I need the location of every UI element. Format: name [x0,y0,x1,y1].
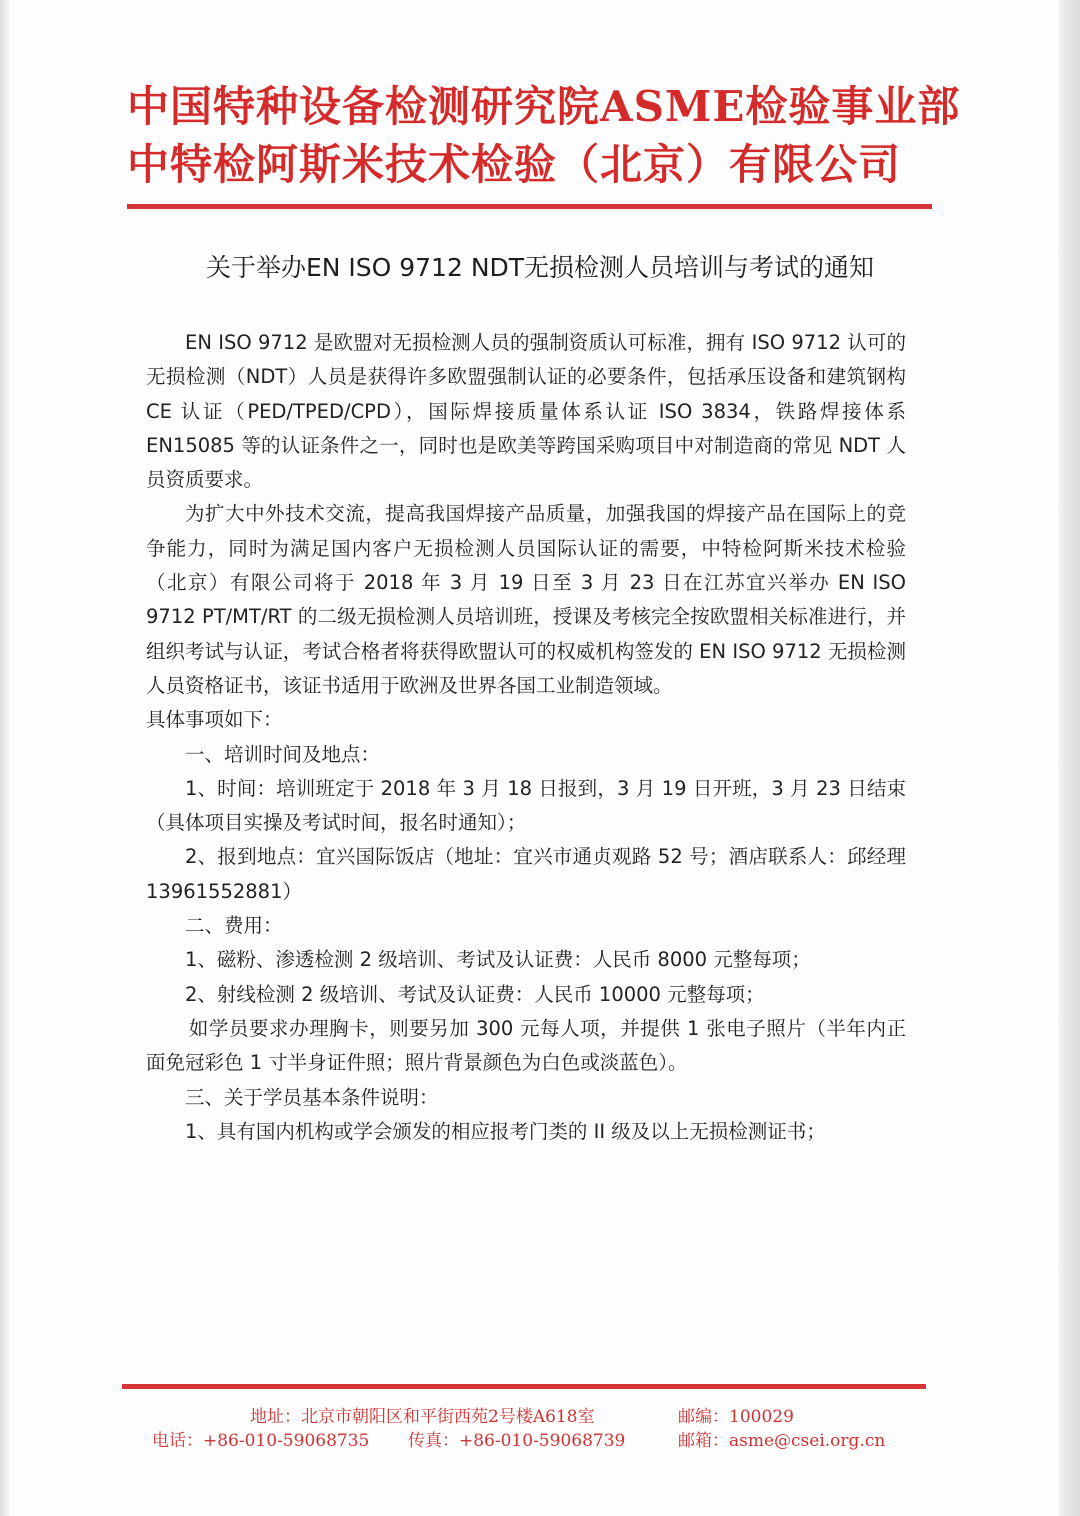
item-location: 2、报到地点：宜兴国际饭店（地址：宜兴市通贞观路 52 号；酒店联系人：邱经理 13961552881） [146,845,906,903]
section-heading-fees: 二、费用： [185,914,283,938]
section-heading-time-place: 一、培训时间及地点： [185,742,381,766]
item-fee-mt-pt: 1、磁粉、渗透检测 2 级培训、考试及认证费：人民币 8000 元整每项； [185,948,811,972]
footer-fax: 传真：+86-010-59068739 [408,1431,626,1451]
item-requirement-1: 1、具有国内机构或学会颁发的相应报考门类的 II 级及以上无损检测证书； [185,1119,826,1143]
footer-phone: 电话：+86-010-59068735 [152,1431,370,1451]
footer-postcode: 邮编：100029 [678,1407,794,1427]
footer-address: 地址：北京市朝阳区和平街西苑2号楼A618室 [250,1407,595,1427]
item-badge-note: 如学员要求办理胸卡，则要另加 300 元每人项，并提供 1 张电子照片（半年内正面免冠彩色 1 寸半身证件照；照片背景颜色为白色或淡蓝色）。 [146,1016,906,1075]
paragraph-purpose: 为扩大中外技术交流，提高我国焊接产品质量，加强我国的焊接产品在国际上的竞争能力，同时为满足国内客户无损检测人员国际认证的需要，中特检阿斯米技术检验（北京）有限公司将于 2018 年 3 月 19 日至 3 月 23 日在江苏宜兴举办 EN ISO 9712 PT/MT/RT 的二级无损检测人员培训班，授课及考核完全按欧盟相关标准进行，并组织考试与认证，考试合格者将获得欧盟认可的权威机构签发的 EN ISO 9712 无损检测人员资格证书，该证书适用于欧洲及世界各国工业制造领域。 [146,502,906,697]
paragraph-details-heading: 具体事项如下： [146,708,283,732]
notice-body [146,326,906,1149]
footer-email: 邮箱：asme@csei.org.cn [678,1431,886,1451]
scan-edge-left [0,0,10,1516]
notice-title: 关于举办EN ISO 9712 NDT无损检测人员培训与考试的通知 [205,253,875,282]
paragraph-intro: EN ISO 9712 是欧盟对无损检测人员的强制资质认可标准，拥有 ISO 9712 认可的无损检测（NDT）人员是获得许多欧盟强制认证的必要条件，包括承压设备和建筑钢构 CE 认证（PED/TPED/CPD），国际焊接质量体系认证 ISO 3834，铁路焊接体系 EN15085 等的认证条件之一，同时也是欧美等跨国采购项目中对制造商的常见 NDT 人员资质要求。 [146,331,906,492]
letterhead-line-1: 中国特种设备检测研究院ASME检验事业部 [127,82,961,131]
item-fee-rt: 2、射线检测 2 级培训、考试及认证费：人民币 10000 元整每项； [185,982,765,1006]
footer-divider [122,1384,926,1389]
letterhead-divider [127,204,932,209]
letterhead-line-2: 中特检阿斯米技术检验（北京）有限公司 [127,140,902,189]
item-time: 1、时间：培训班定于 2018 年 3 月 18 日报到，3 月 19 日开班，3 月 23 日结束（具体项目实操及考试时间，报名时通知）； [146,776,906,835]
scan-edge-right [1058,0,1080,1516]
section-heading-requirements: 三、关于学员基本条件说明： [185,1085,439,1109]
letterhead [127,78,961,194]
